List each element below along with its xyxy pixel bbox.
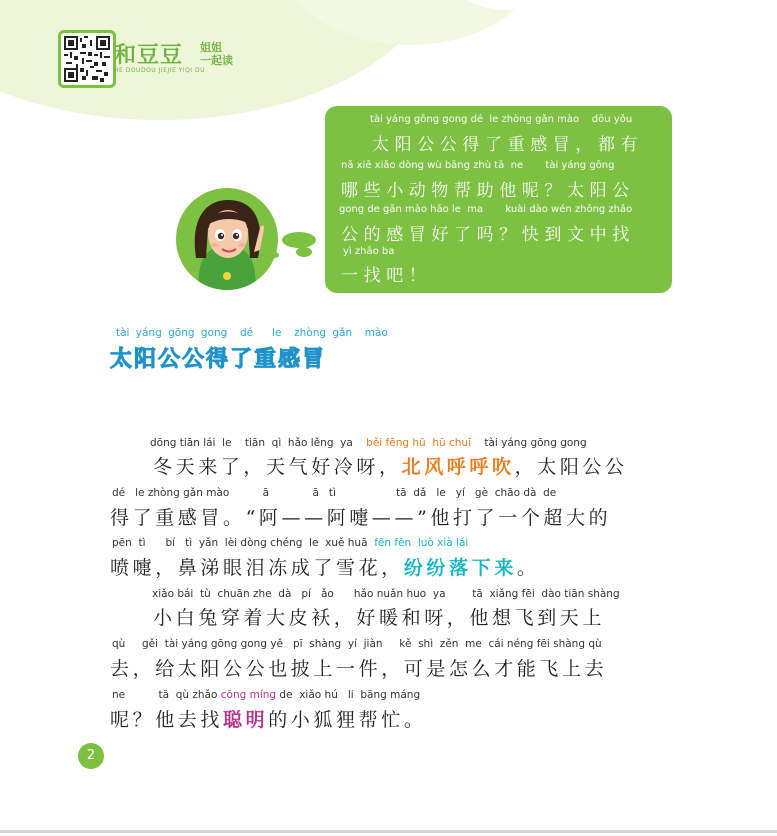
text-line: 得了重感冒。“阿——阿嚏——”他打了一个超大的 [110, 507, 612, 529]
text-line: 冬天来了，天气好冷呀，北风呼呼吹，太阳公公 [153, 456, 628, 478]
thought-bubble-small [271, 252, 279, 258]
page-number: 2 [78, 743, 104, 769]
brand-pinyin: HE DOUDOU JIEJIE YIQI DU [114, 67, 205, 74]
text-line: 去，给太阳公公也披上一件，可是怎么才能飞上去 [110, 658, 608, 680]
highlight-phrase: 聪明 [223, 709, 269, 731]
text-line: 哪些小动物帮助他呢？太阳公 [341, 181, 635, 201]
text-line: 呢？他去找聪明的小狐狸帮忙。 [110, 709, 427, 731]
pinyin-line: pēn tì bí tì yǎn lèi dòng chéng le xuě huā fēn fēn luò xià lái [112, 537, 469, 549]
story-title: 太阳公公得了重感冒 [110, 347, 327, 372]
pinyin-line: qù gěi tài yáng gōng gong yě pī shàng yí jiàn kě shì zěn me cái néng fēi shàng qù [112, 638, 602, 650]
pinyin-line: dé le zhòng gǎn mào ā ā tì tā dǎ le yí gè chāo dà de [112, 487, 557, 499]
text-line: 公的感冒好了吗？快到文中找 [341, 225, 635, 245]
pinyin-line: tài yáng gōng gong dé le zhòng gǎn mào dōu yǒu [370, 114, 633, 125]
thought-bubble-large [282, 232, 316, 248]
thought-bubble-medium [296, 247, 312, 257]
pinyin-line: xiǎo bái tù chuān zhe dà pí ǎo hǎo nuǎn huo ya tā xiǎng fēi dào tiān shàng [152, 588, 620, 600]
pinyin-line: nǎ xiē xiǎo dòng wù bāng zhù tā ne tài yáng gōng [341, 160, 615, 171]
highlight-phrase: 北风呼呼吹 [401, 456, 515, 478]
text-line: 一找吧！ [341, 266, 432, 286]
title-pinyin: tài yáng gōng gong dé le zhòng gǎn mào [116, 327, 388, 339]
pinyin-line: dōng tiān lái le tiān qì hǎo lěng ya běi fēng hū hū chuī tài yáng gōng gong [150, 437, 587, 449]
brand-name: 和豆豆 [114, 43, 184, 68]
pinyin-line: gong de gǎn mào hǎo le ma kuài dào wén zhōng zhǎo [339, 204, 633, 215]
girl-avatar [176, 188, 278, 290]
intro-speech-bubble [325, 106, 672, 293]
brand-logo [114, 38, 233, 74]
qr-code [58, 30, 116, 88]
pinyin-line: yì zhǎo ba [343, 246, 395, 257]
text-line: 喷嚏，鼻涕眼泪冻成了雪花，纷纷落下来。 [110, 557, 540, 579]
text-line: 太阳公公得了重感冒，都有 [372, 135, 644, 155]
pinyin-line: ne tā qù zhǎo cōng míng de xiǎo hú li bāng máng [112, 689, 421, 701]
brand-tagline: 姐姐 一起读 [200, 41, 233, 67]
divider [0, 830, 777, 833]
text-line: 小白兔穿着大皮袄，好暖和呀，他想飞到天上 [153, 607, 606, 629]
highlight-phrase: 纷纷落下来 [403, 557, 517, 579]
